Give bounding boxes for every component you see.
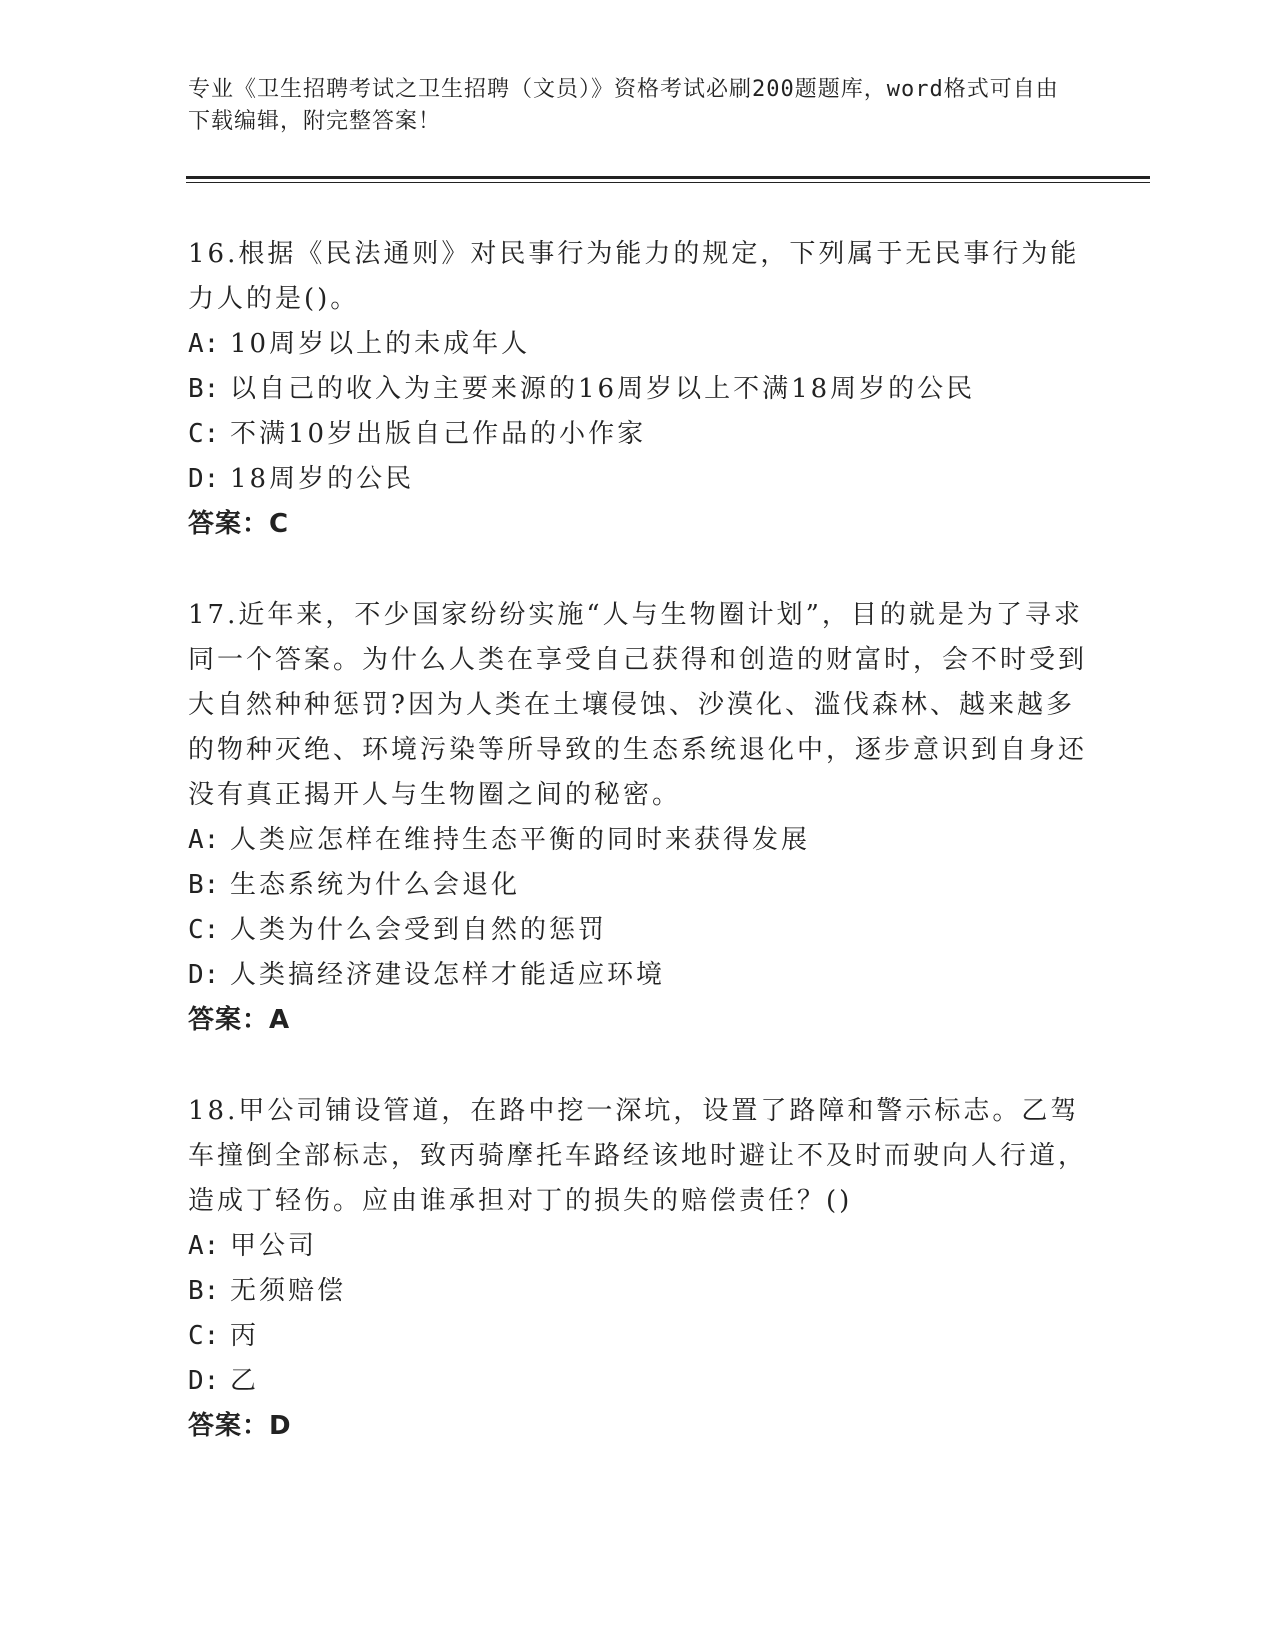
answer: 答案：A xyxy=(188,1005,291,1035)
option-key: D: xyxy=(188,464,220,494)
option-b xyxy=(188,367,1088,412)
option-key: C: xyxy=(188,1321,220,1351)
option-d xyxy=(188,1359,1088,1404)
option-key: B: xyxy=(188,1276,220,1306)
option-text: 不满10岁出版自己作品的小作家 xyxy=(230,419,647,449)
option-text: 18周岁的公民 xyxy=(230,464,415,494)
option-key: D: xyxy=(188,1366,220,1396)
option-text: 乙 xyxy=(230,1366,260,1396)
option-key: A: xyxy=(188,329,220,359)
option-key: B: xyxy=(188,374,220,404)
option-key: C: xyxy=(188,915,220,945)
question-stem: 17.近年来，不少国家纷纷实施“人与生物圈计划”，目的就是为了寻求同一个答案。为什么人类在享受自己获得和创造的财富时，会不时受到大自然种种惩罚?因为人类在土壤侵蚀、沙漠化、滥伐森林、越来越多的物种灭绝、环境污染等所导致的生态系统退化中，逐步意识到自身还没有真正揭开人与生物圈之间的秘密。 xyxy=(188,600,1088,810)
header-divider-thin xyxy=(186,182,1150,183)
option-text: 以自己的收入为主要来源的16周岁以上不满18周岁的公民 xyxy=(230,374,976,404)
question-stem: 18.甲公司铺设管道，在路中挖一深坑，设置了路障和警示标志。乙驾车撞倒全部标志，致丙骑摩托车路经该地时避让不及时而驶向人行道，造成丁轻伤。应由谁承担对丁的损失的赔偿责任？() xyxy=(188,1096,1088,1216)
option-text: 甲公司 xyxy=(230,1231,318,1261)
option-key: C: xyxy=(188,419,220,449)
answer: 答案：C xyxy=(188,509,290,539)
option-c xyxy=(188,412,1088,457)
option-b xyxy=(188,1269,1088,1314)
option-text: 丙 xyxy=(230,1321,260,1351)
option-c xyxy=(188,1314,1088,1359)
option-text: 人类搞经济建设怎样才能适应环境 xyxy=(230,960,666,990)
option-text: 生态系统为什么会退化 xyxy=(230,870,521,900)
option-text: 人类应怎样在维持生态平衡的同时来获得发展 xyxy=(230,825,811,855)
question-17 xyxy=(188,593,1088,1043)
option-text: 无须赔偿 xyxy=(230,1276,347,1306)
option-key: A: xyxy=(188,825,220,855)
option-text: 10周岁以上的未成年人 xyxy=(230,329,531,359)
document-header: 专业《卫生招聘考试之卫生招聘（文员）》资格考试必刷200题题库，word格式可自由下载编辑，附完整答案！ xyxy=(188,77,1059,134)
question-18 xyxy=(188,1089,1088,1449)
option-a xyxy=(188,322,1088,367)
answer: 答案：D xyxy=(188,1411,292,1441)
option-text: 人类为什么会受到自然的惩罚 xyxy=(230,915,608,945)
option-key: B: xyxy=(188,870,220,900)
option-a xyxy=(188,818,1088,863)
option-d xyxy=(188,457,1088,502)
option-b xyxy=(188,863,1088,908)
option-key: D: xyxy=(188,960,220,990)
option-c xyxy=(188,908,1088,953)
question-stem: 16.根据《民法通则》对民事行为能力的规定，下列属于无民事行为能力人的是()。 xyxy=(188,239,1080,314)
question-list xyxy=(188,232,1088,1495)
option-a xyxy=(188,1224,1088,1269)
header-divider-thick xyxy=(186,176,1150,179)
question-16 xyxy=(188,232,1088,547)
option-d xyxy=(188,953,1088,998)
option-key: A: xyxy=(188,1231,220,1261)
